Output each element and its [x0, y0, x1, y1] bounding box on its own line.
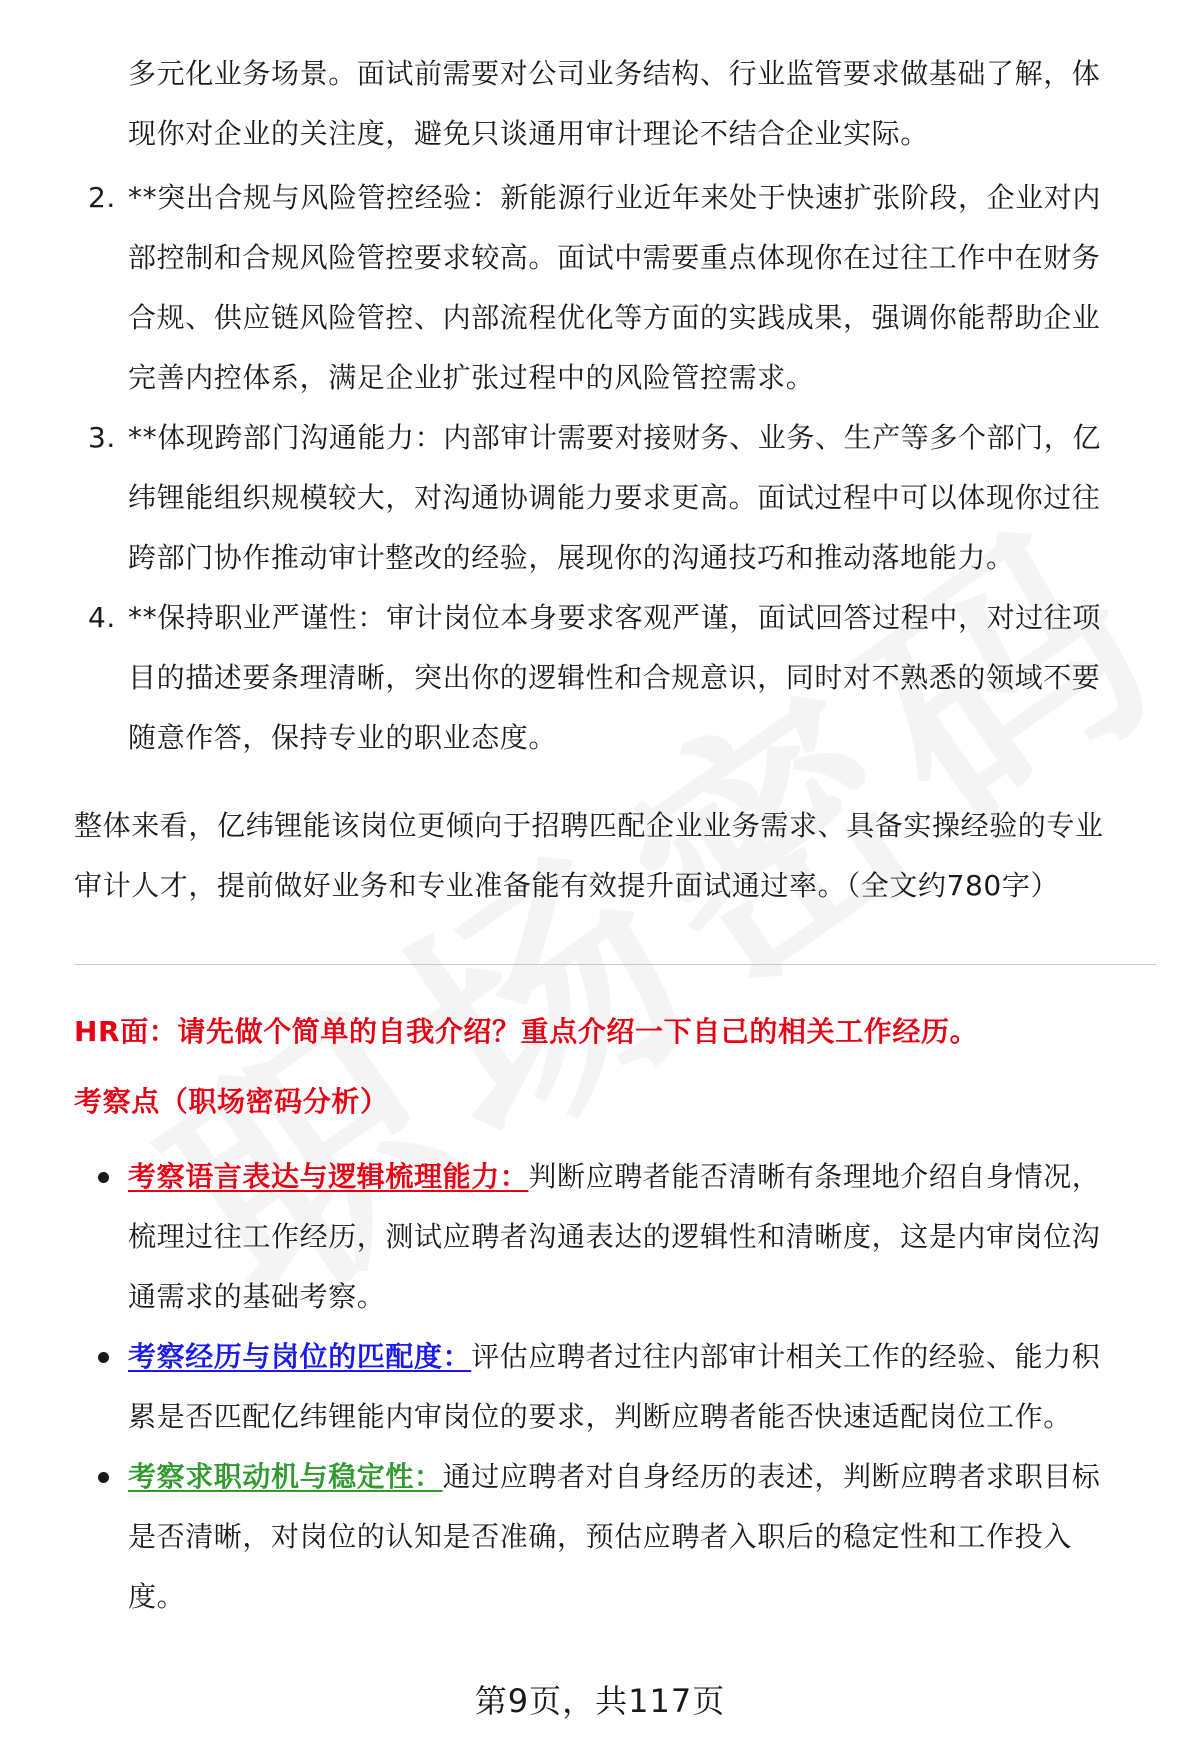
interview-question: HR面：请先做个简单的自我介绍？重点介绍一下自己的相关工作经历。 [74, 1015, 979, 1048]
analysis-heading: 考察点（职场密码分析） [74, 1085, 389, 1118]
bullet-item [74, 1147, 1154, 1327]
bullet-dot [98, 1472, 109, 1483]
bullet-dot [98, 1172, 109, 1183]
list-line: 合规、供应链风险管控、内部流程优化等方面的实践成果，强调你能帮助企业 [128, 301, 1101, 334]
divider [74, 964, 1156, 965]
ordered-list [74, 168, 1144, 768]
list-number: 3. [88, 421, 116, 454]
bullet-item [74, 1447, 1154, 1627]
list-line: **突出合规与风险管控经验：新能源行业近年来处于快速扩张阶段，企业对内 [128, 181, 1102, 214]
page-number: 第9页，共117页 [474, 1682, 726, 1720]
bullet-key-phrase: 考察求职动机与稳定性： [128, 1460, 443, 1493]
bullet-line: 度。 [128, 1580, 186, 1613]
bullet-line: 通需求的基础考察。 [128, 1280, 386, 1313]
list-number: 2. [88, 181, 116, 214]
list-item [74, 408, 1144, 588]
bullet-dot [98, 1352, 109, 1363]
list-line: **保持职业严谨性：审计岗位本身要求客观严谨，面试回答过程中，对过往项 [128, 601, 1102, 634]
list-line: 跨部门协作推动审计整改的经验，展现你的沟通技巧和推动落地能力。 [128, 541, 1015, 574]
bullet-list [74, 1147, 1154, 1627]
list-line: 纬锂能组织规模较大，对沟通协调能力要求更高。面试过程中可以体现你过往 [128, 481, 1101, 514]
bullet-text: 评估应聘者过往内部审计相关工作的经验、能力积 [471, 1340, 1101, 1373]
list-line: 目的描述要条理清晰，突出你的逻辑性和合规意识，同时对不熟悉的领域不要 [128, 661, 1101, 694]
list-line: 完善内控体系，满足企业扩张过程中的风险管控需求。 [128, 361, 815, 394]
bullet-text: 判断应聘者能否清晰有条理地介绍自身情况， [528, 1160, 1101, 1193]
continuation-paragraph [128, 44, 1138, 164]
list-line: 部控制和合规风险管控要求较高。面试中需要重点体现你在过往工作中在财务 [128, 241, 1101, 274]
paragraph-line: 审计人才，提前做好业务和专业准备能有效提升面试通过率。（全文约780字） [74, 869, 1060, 902]
summary-paragraph [74, 796, 1154, 916]
bullet-line: 累是否匹配亿纬锂能内审岗位的要求，判断应聘者能否快速适配岗位工作。 [128, 1400, 1072, 1433]
list-item [74, 588, 1144, 768]
paragraph-line: 多元化业务场景。面试前需要对公司业务结构、行业监管要求做基础了解，体 [128, 57, 1101, 90]
bullet-line: 梳理过往工作经历，测试应聘者沟通表达的逻辑性和清晰度，这是内审岗位沟 [128, 1220, 1101, 1253]
list-item [74, 168, 1144, 408]
list-line: 随意作答，保持专业的职业态度。 [128, 721, 558, 754]
paragraph-line: 整体来看，亿纬锂能该岗位更倾向于招聘匹配企业业务需求、具备实操经验的专业 [74, 809, 1104, 842]
bullet-line: 是否清晰，对岗位的认知是否准确，预估应聘者入职后的稳定性和工作投入 [128, 1520, 1072, 1553]
bullet-key-phrase: 考察经历与岗位的匹配度： [128, 1340, 472, 1373]
paragraph-line: 现你对企业的关注度，避免只谈通用审计理论不结合企业实际。 [128, 117, 929, 150]
bullet-item [74, 1327, 1154, 1447]
bullet-key-phrase: 考察语言表达与逻辑梳理能力： [128, 1160, 529, 1193]
list-number: 4. [88, 601, 116, 634]
bullet-text: 通过应聘者对自身经历的表述，判断应聘者求职目标 [442, 1460, 1101, 1493]
list-line: **体现跨部门沟通能力：内部审计需要对接财务、业务、生产等多个部门，亿 [128, 421, 1102, 454]
